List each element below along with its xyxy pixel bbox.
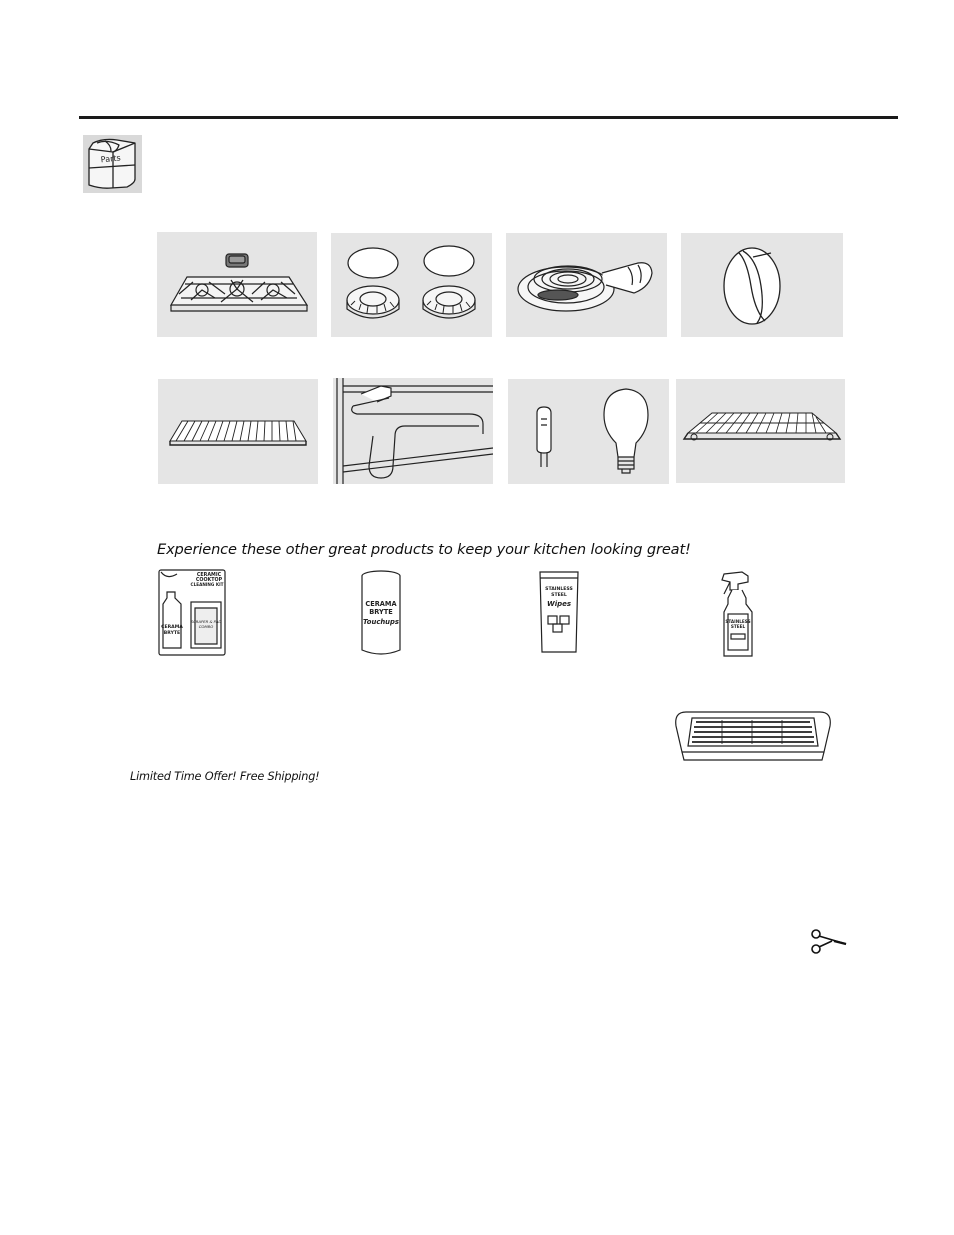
burner-heads-caps-icon bbox=[331, 233, 492, 337]
control-knob-icon bbox=[681, 233, 843, 337]
wipes-text-1: STAINLESS bbox=[545, 587, 573, 592]
bake-element-icon bbox=[333, 378, 493, 484]
kit-text-2: COOKTOP bbox=[195, 578, 223, 583]
cerama-bryte-touchups-icon bbox=[357, 568, 405, 657]
kit-bottle-text-1: CERAMA bbox=[161, 625, 183, 630]
wipes-text-2: STEEL bbox=[551, 593, 567, 598]
parts-box-icon bbox=[83, 135, 142, 193]
kit-text-1: CERAMIC bbox=[196, 573, 222, 578]
offer-text: Limited Time Offer! Free Shipping! bbox=[130, 770, 320, 783]
wipes-text-3: Wipes bbox=[546, 600, 572, 608]
kit-pad-text-2: COMBO bbox=[198, 624, 214, 629]
spray-text-2: STEEL bbox=[730, 624, 746, 629]
oven-light-bulbs-icon bbox=[508, 379, 669, 484]
kit-bottle-text-2: BRYTE bbox=[163, 631, 181, 636]
oven-rack-icon bbox=[158, 379, 318, 484]
parts-label: Parts bbox=[100, 153, 122, 165]
header-rule bbox=[79, 116, 898, 119]
kit-text-3: CLEANING KIT bbox=[190, 582, 224, 587]
touchups-text-1: CERAMA bbox=[365, 600, 397, 608]
stainless-steel-spray-icon bbox=[718, 568, 758, 660]
touchups-text-3: Touchups bbox=[363, 618, 399, 626]
promo-tagline: Experience these other great products to keep your kitchen looking great! bbox=[157, 541, 691, 558]
touchups-text-2: BRYTE bbox=[369, 608, 393, 616]
cooktop-cleaning-kit-icon bbox=[157, 568, 227, 657]
scissors-icon bbox=[810, 928, 848, 956]
broiler-pan-icon bbox=[672, 708, 834, 766]
kit-pad-text-1: SCRAPER & PAD bbox=[190, 619, 222, 624]
stainless-steel-wipes-icon bbox=[536, 568, 582, 657]
burner-grates-icon bbox=[157, 232, 317, 337]
spray-text-1: STAINLESS bbox=[725, 619, 751, 624]
roller-rack-icon bbox=[676, 379, 845, 483]
surface-element-drip-pan-icon bbox=[506, 233, 667, 337]
